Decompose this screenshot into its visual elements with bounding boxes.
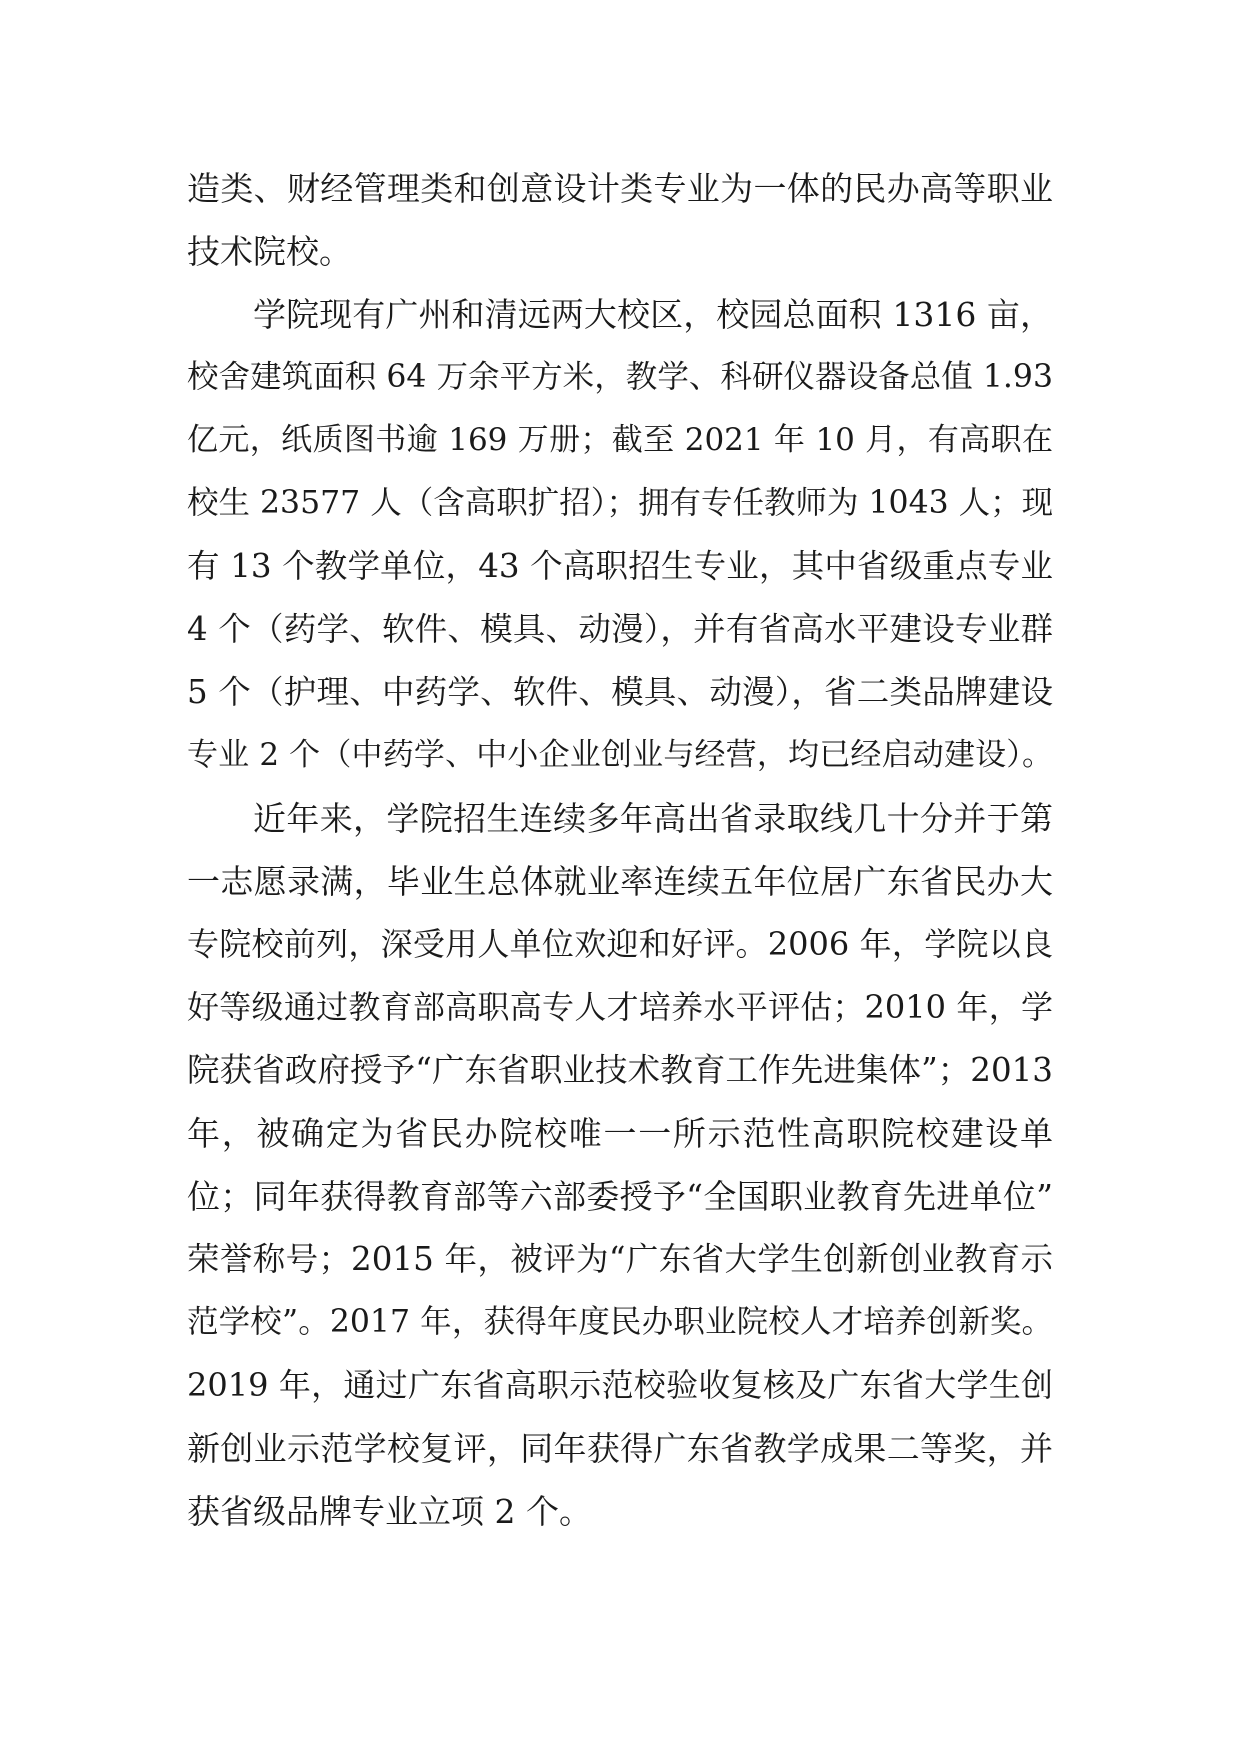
text-line: 校舍建筑面积 64 万余平方米，教学、科研仪器设备总值 1.93 [187,359,1053,395]
text-line: 范学校”。2017 年，获得年度民办职业院校人才培养创新奖。 [187,1304,1053,1340]
text-line: 位；同年获得教育部等六部委授予“全国职业教育先进单位” [187,1177,1053,1216]
text-line: 有 13 个教学单位，43 个高职招生专业，其中省级重点专业 [187,547,1053,585]
text-line: 一志愿录满，毕业生总体就业率连续五年位居广东省民办大 [187,862,1053,901]
text-line: 获省级品牌专业立项 2 个。 [187,1492,592,1531]
text-line: 荣誉称号；2015 年，被评为“广东省大学生创新创业教育示 [187,1240,1053,1278]
text-line: 院获省政府授予“广东省职业技术教育工作先进集体”；2013 [187,1051,1053,1089]
text-line: 技术院校。 [187,232,352,271]
paragraph-first-line: 学院现有广州和清远两大校区，校园总面积 1316 亩， [253,295,1053,334]
text-line: 新创业示范学校复评，同年获得广东省教学成果二等奖，并 [187,1429,1053,1468]
text-line: 好等级通过教育部高职高专人才培养水平评估；2010 年，学 [187,988,1053,1026]
text-line: 造类、财经管理类和创意设计类专业为一体的民办高等职业 [187,169,1053,208]
body-text [187,157,1053,1543]
text-line: 校生 23577 人（含高职扩招）；拥有专任教师为 1043 人；现 [187,485,1054,521]
text-line: 5 个（护理、中药学、软件、模具、动漫），省二类品牌建设 [187,673,1053,711]
text-line: 专业 2 个（中药学、中小企业创业与经营，均已经启动建设）。 [187,737,1053,773]
paragraph-first-line: 近年来，学院招生连续多年高出省录取线几十分并于第 [253,799,1053,838]
text-line: 4 个（药学、软件、模具、动漫），并有省高水平建设专业群 [187,610,1053,648]
text-line: 亿元，纸质图书逾 169 万册；截至 2021 年 10 月，有高职在 [187,422,1053,458]
text-line: 专院校前列，深受用人单位欢迎和好评。2006 年，学院以良 [187,925,1053,963]
text-line: 年，被确定为省民办院校唯一一所示范性高职院校建设单 [187,1114,1053,1153]
text-line: 2019 年，通过广东省高职示范校验收复核及广东省大学生创 [187,1366,1053,1404]
